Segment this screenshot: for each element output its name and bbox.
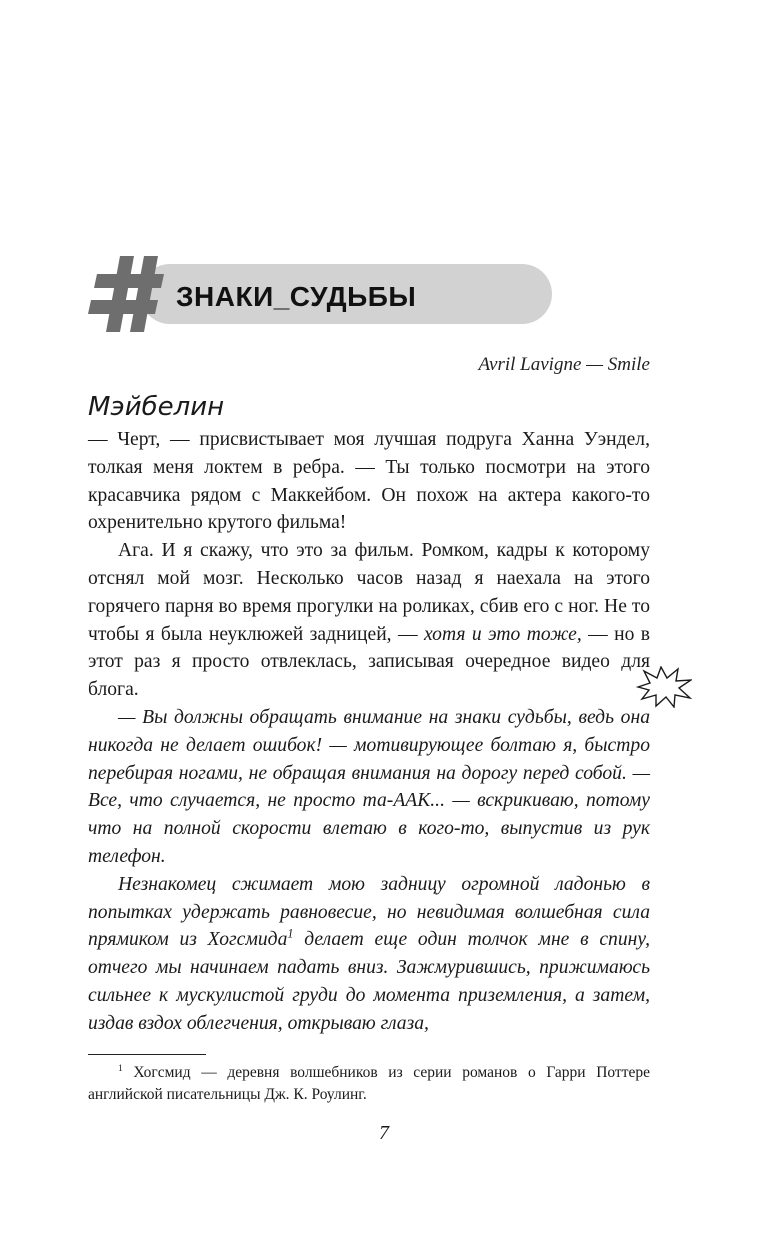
paragraph [88, 871, 650, 1038]
paragraph: — Вы должны обращать внимание на знаки судьбы, ведь она никогда не делает ошибок! — мотивирующее болтаю я, быстро перебирая ногами, не обращая внимания на дорогу перед собой. — Все, что случается, не просто та-ААК... — вскрикиваю, потому что на полной скорости влетаю в кого-то, выпустив из рук телефон. [88, 706, 650, 867]
chapter-body [88, 426, 650, 1038]
starburst-icon [636, 666, 692, 708]
page-number: 7 [379, 1122, 389, 1144]
chapter-title: ЗНАКИ_СУДЬБЫ [176, 281, 417, 312]
paragraph [88, 537, 650, 704]
footnote-marker: 1 [118, 1062, 123, 1074]
paragraph: — Черт, — присвистывает моя лучшая подруга Ханна Уэндел, толкая меня локтем в ребра. — Ты только посмотри на этого красавчика рядом с Маккейбом. Он похож на актера какого-то охренительно крутого фильма! [88, 429, 650, 534]
footnote [88, 1062, 650, 1106]
paragraph-text: Ага. И я скажу, что это за фильм. Ромком, кадры к которому отснял мой мозг. Несколько часов назад я наехала на этого горячего парня во время прогулки на роликах, сбив его с ног. Не то чтобы я была неуклюжей задницей, — [88, 540, 650, 645]
epigraph: Avril Lavigne — Smile [478, 354, 650, 375]
paragraph-text: делает еще один толчок мне в спину, отчего мы начинаем падать вниз. Зажмурившись, прижимаюсь сильнее к мускулистой груди до момента приземления, а затем, издав вздох облегчения, открываю глаза, [88, 929, 650, 1034]
paragraph-text: — но в этот раз я просто отвлеклась, записывая очередное видео для блога. [88, 623, 651, 701]
footnote-divider [88, 1054, 206, 1055]
chapter-header [88, 254, 468, 334]
hash-icon [88, 254, 166, 334]
pov-character-name: Мэйбелин [88, 392, 225, 422]
footnote-reference: 1 [287, 926, 294, 941]
paragraph-text: Незнакомец сжимает мою задницу огромной ладонью в попытках удержать равновесие, но невидимая волшебная сила прямиком из Хогсмида [88, 873, 650, 951]
paragraph-italic-text: хотя и это тоже, [423, 623, 582, 645]
footnote-paragraph [88, 1062, 650, 1106]
footnote-text: Хогсмид — деревня волшебников из серии романов о Гарри Поттере английской писательницы Дж. К. Роулинг. [88, 1064, 650, 1103]
